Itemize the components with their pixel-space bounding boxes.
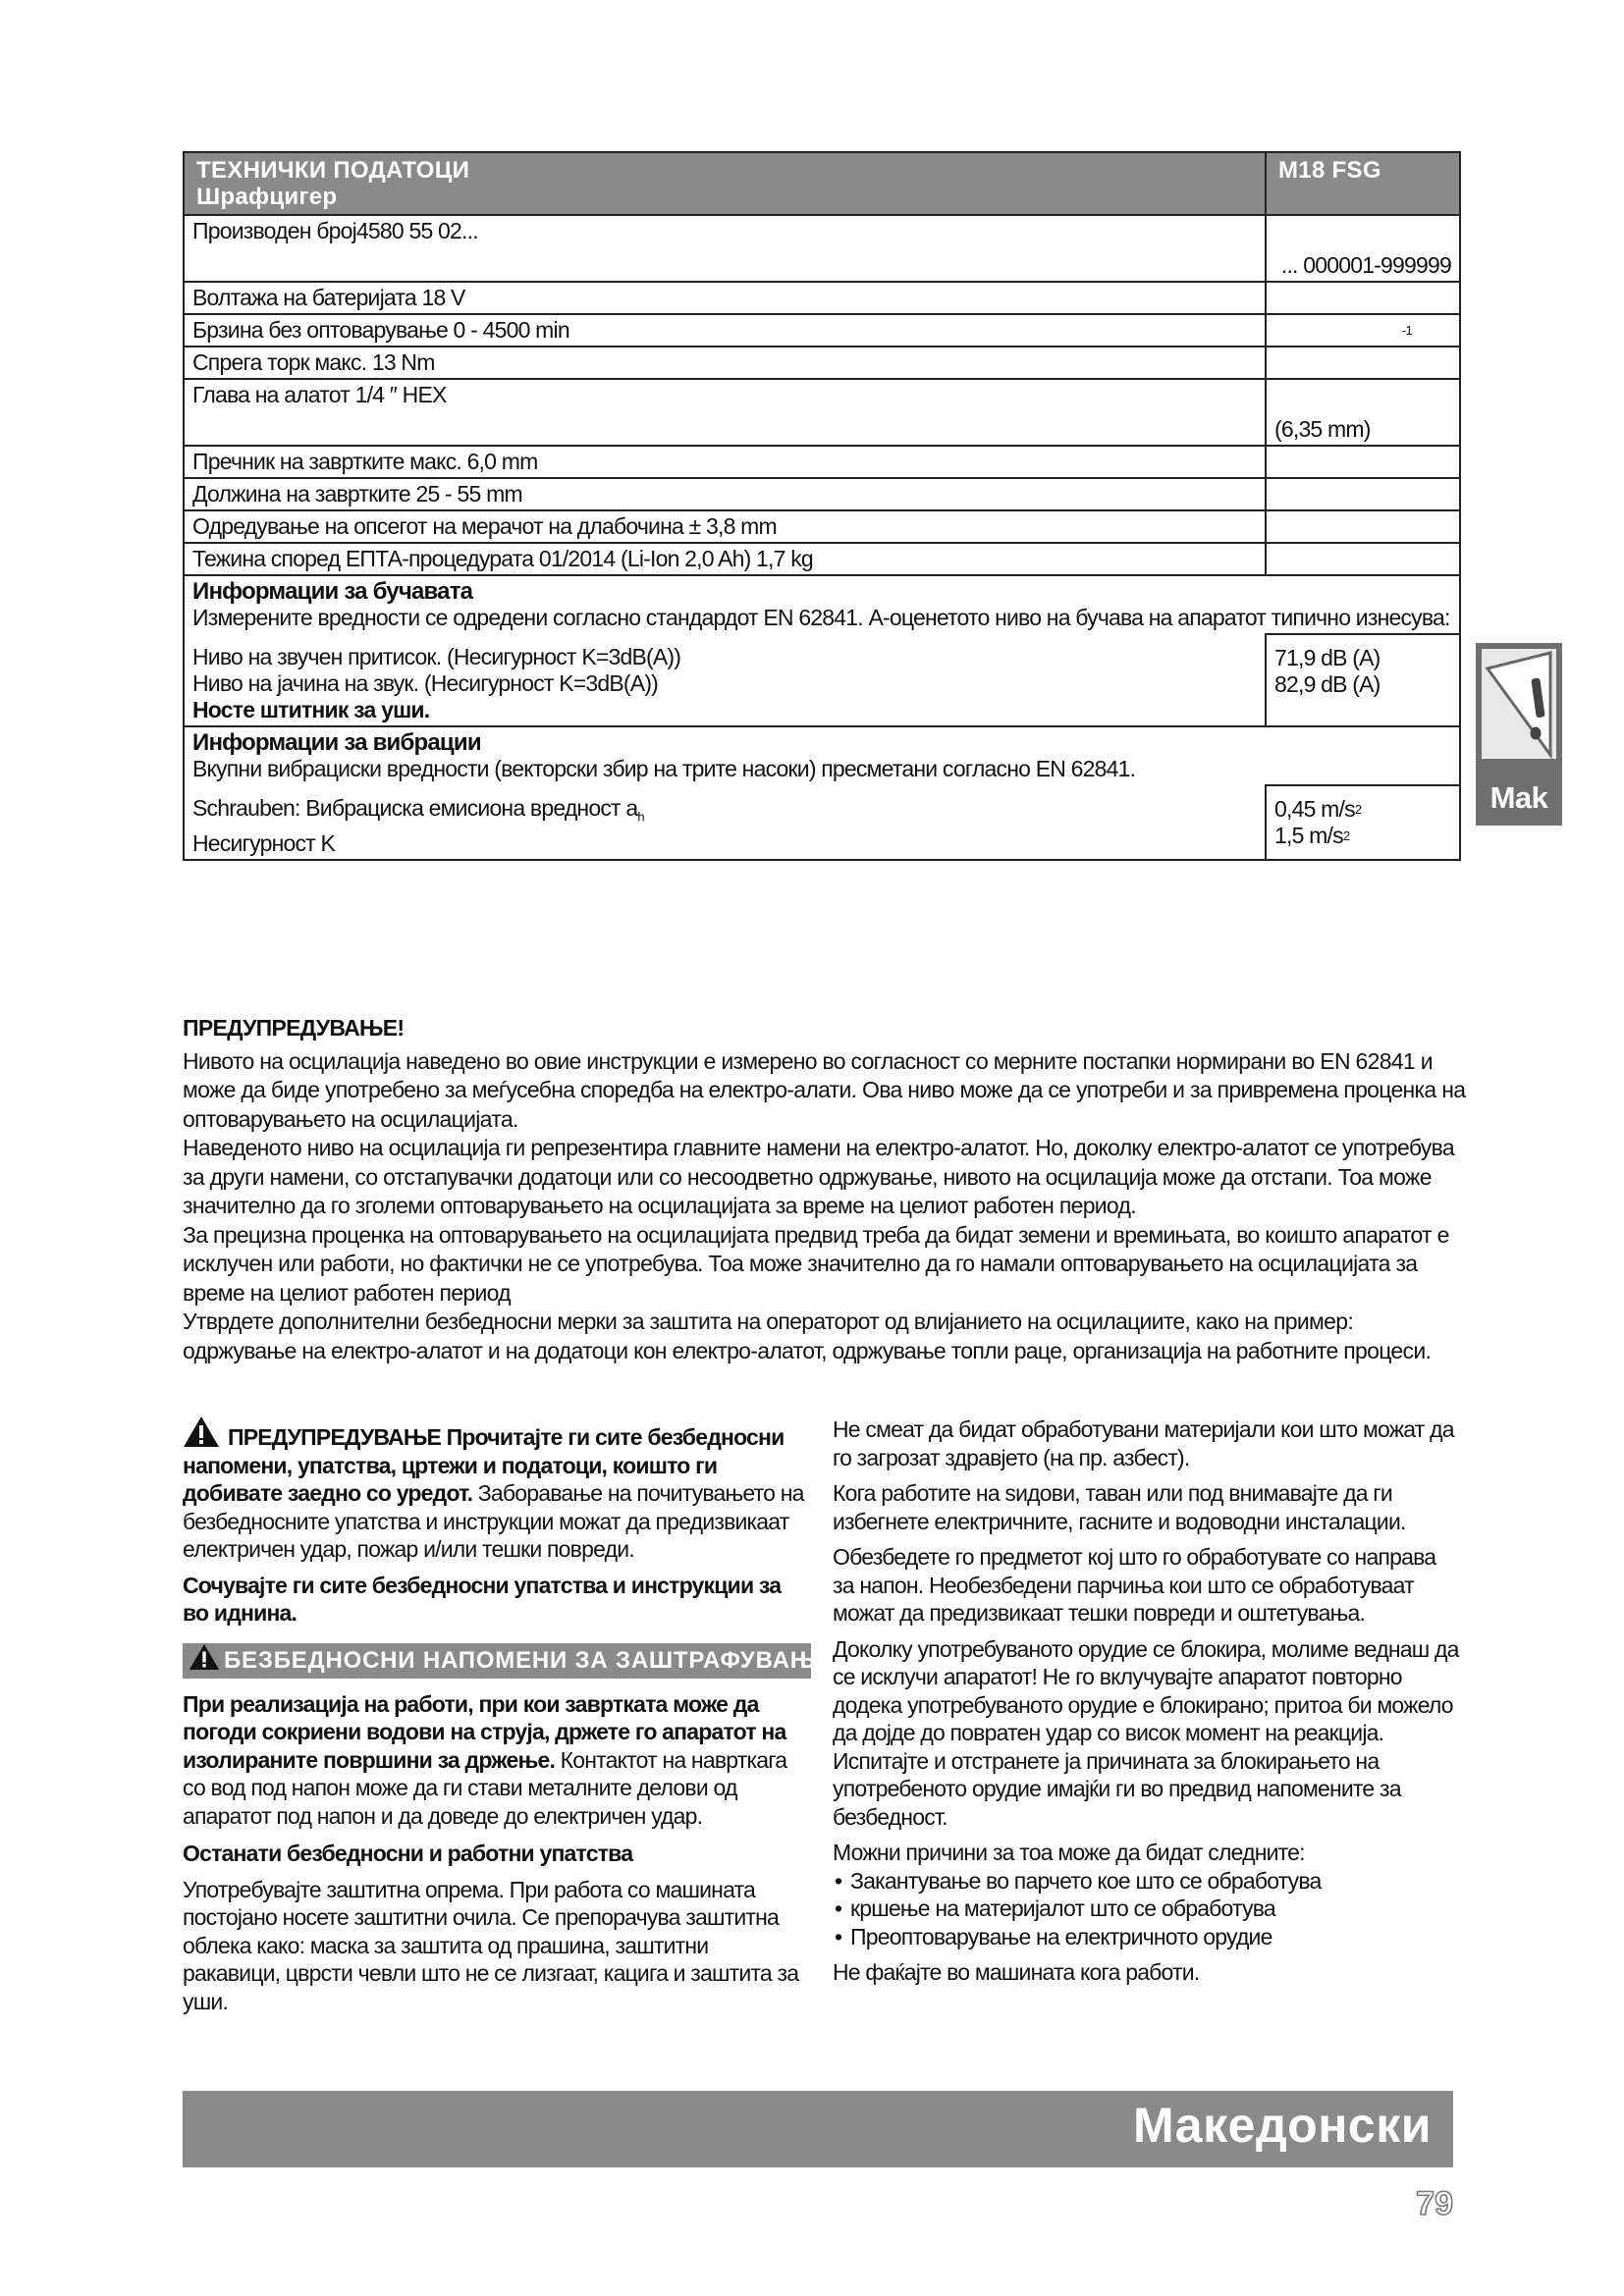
safety-banner-title: БЕЗБЕДНОСНИ НАПОМЕНИ ЗА ЗАШТРАФУВАЊЕ — [224, 1646, 833, 1674]
safety-banner — [183, 1643, 833, 1679]
vibration-emission-unit-sup: 2 — [1354, 802, 1362, 817]
vibration-warning-block — [183, 1014, 1469, 1365]
warning-triangle-icon — [1482, 649, 1556, 759]
list-item: • Преоптоварување на електричното орудие — [833, 1923, 1461, 1951]
right-paragraph: Кога работите на ѕидови, таван или под внимавајте да ги избегнете електричните, гасните и водоводни инсталации. — [833, 1480, 1406, 1534]
model-name: M18 FSG — [1266, 152, 1460, 215]
vibration-values-row — [184, 785, 1460, 860]
table-header — [184, 152, 1460, 215]
noise-title: Информации за бучавата — [192, 578, 473, 605]
warning-icon — [183, 1415, 220, 1448]
noise-power-value: 82,9 dB (A) — [1274, 671, 1380, 697]
table-subtitle: Шрафцигер — [196, 184, 338, 210]
row-value — [1266, 510, 1460, 543]
row-value — [1266, 543, 1460, 575]
row-value — [1266, 282, 1460, 314]
noise-section-row — [184, 575, 1460, 634]
hidden-wires-bold: При реализација на работи, при кои завртката може да погоди сокриени водови на струја, држете го апаратот на изолираните површини за држење. — [183, 1690, 786, 1773]
noise-pressure-value: 71,9 dB (A) — [1274, 645, 1380, 670]
row-label: Одредување на опсегот на мерачот на длабочина ± 3,8 mm — [184, 510, 1266, 543]
noise-values-row — [184, 634, 1460, 726]
general-warning-text: Заборавање на почитувањето на безбедносните упатства и инструкции можат да предизвикаат електричен удар, пожар и/или тешки повреди. — [183, 1480, 804, 1562]
warning-icon — [189, 1643, 220, 1671]
table-row — [184, 379, 1460, 446]
table-row — [184, 510, 1460, 543]
warning-paragraph: Наведеното ниво на осцилација ги репрезентира главните намени на електро-алатот. Но, доколку електро-алатот се употребува за други намени, со отстапувачки додатоци или со несоодветно одржување, нивото на осцилација може да отстапи. Тоа може значително да го зголеми оптоварувањето на осцилацијата за време на целиот работен период. — [183, 1135, 1454, 1218]
table-title: ТЕХНИЧКИ ПОДАТОЦИ — [196, 157, 470, 184]
list-item: • кршење на материјалот што се обработува — [833, 1895, 1461, 1923]
page-number: 79 — [1416, 2185, 1453, 2222]
row-label: Глава на алатот 1/4 ″ HEX — [184, 379, 1266, 446]
warning-paragraph: За прецизна проценка на оптоварувањето на осцилацијата предвид треба да бидат земени и времињата, во коишто апаратот е исклучен или работи, но фактички не се употребува. Тоа може значително да го намали оптоварувањето на осцилацијата за време на целиот работен период — [183, 1221, 1449, 1306]
general-warning-bold: ПРЕДУПРЕДУВАЊЕ Прочитајте ги сите безбедносни напомени, упатства, цртежи и податоци, коишто ги добивате заедно со уредот. — [183, 1424, 785, 1506]
right-paragraph: Доколку употребуваното орудие се блокира, молиме веднаш да се исклучи апаратот! Не го вклучувајте апаратот повторно додека употребуваното орудие е блокирано; притоа би можело да дојде до повратен удар со висок момент на реакција. Испитајте и отстранете ја причината за блокирањето на употребеното орудие имајќи ги во предвид напомените за безбедност. — [833, 1635, 1459, 1830]
side-tab-label: Mak — [1489, 780, 1548, 815]
row-value — [1266, 478, 1460, 510]
row-label: Спрега торк макс. 13 Nm — [184, 347, 1266, 379]
language-side-tab — [1476, 643, 1562, 826]
row-label: Пречник на завртките макс. 6,0 mm — [184, 446, 1266, 478]
table-row — [184, 478, 1460, 510]
keep-instructions-note: Сочувајте ги сите безбедносни упатства и инструкции за во иднина. — [183, 1572, 782, 1626]
right-paragraph: Обезбедете го предметот кој што го обработувате со направа за напон. Необезбедени парчиња кои што се обработуваат можат да предизвикаат тешки повреди и оштетувања. — [833, 1544, 1436, 1626]
table-row — [184, 314, 1460, 347]
technical-data-table — [183, 151, 1461, 861]
vibration-emission-subscript: h — [637, 809, 644, 825]
noise-intro: Измерените вредности се одредени согласно стандардот EN 62841. А-оценетото ниво на бучава на апаратот типично изнесува: — [192, 605, 1450, 630]
other-instructions-title: Останати безбедносни и работни упатства — [183, 1841, 633, 1866]
vibration-section-row — [184, 726, 1460, 785]
language-footer-bar — [183, 2091, 1453, 2167]
other-instructions-text: Употребувајте заштитна опрема. При работа со машината постојано носете заштитни очила. Се препорачува заштитна облека како: маска за заштита од прашина, заштитни ракавици, цврсти чевли што не се лизгаат, кацига и заштита за уши. — [183, 1876, 799, 2014]
vibration-intro: Вкупни вибрациски вредности (векторски збир на трите насоки) пресметани согласно EN 62841. — [192, 756, 1136, 781]
vibration-uncertainty-unit-sup: 2 — [1342, 828, 1350, 843]
row-label: Волтажа на батеријата 18 V — [184, 282, 1266, 314]
row-value: (6,35 mm) — [1266, 379, 1460, 446]
right-paragraph: Не фаќајте во машината кога работи. — [833, 1959, 1200, 1985]
ear-protection-note: Носте штитник за уши. — [192, 697, 430, 722]
vibration-emission-value: 0,45 m/s — [1274, 796, 1355, 822]
warning-paragraph: Утврдете дополнителни безбедносни мерки за заштита на операторот од влијанието на осцилациите, како на пример: одржување на електро-алатот и на додатоци кон електро-алатот, одржување топли раце, организација на работните процеси. — [183, 1308, 1432, 1363]
right-column — [833, 1415, 1461, 1995]
causes-intro: Можни причини за тоа може да бидат следните: — [833, 1840, 1305, 1865]
row-value: -1 — [1402, 323, 1412, 338]
vibration-title: Информации за вибрации — [192, 729, 481, 756]
row-value: ... 000001-999999 — [1266, 215, 1460, 282]
causes-list — [833, 1867, 1461, 1951]
row-label: Должина на завртките 25 - 55 mm — [184, 478, 1266, 510]
warning-heading: ПРЕДУПРЕДУВАЊЕ! — [183, 1015, 405, 1041]
table-row — [184, 347, 1460, 379]
row-label: Тежина според ЕПТА-процедурата 01/2014 (Li-Ion 2,0 Ah) 1,7 kg — [184, 543, 1266, 575]
noise-pressure-label: Ниво на звучен притисок. (Несигурност K=3dB(A)) — [192, 644, 681, 669]
table-row — [184, 215, 1460, 282]
vibration-emission-label: Schrauben: Вибрациска емисиона вредност a — [192, 795, 638, 821]
row-value — [1266, 446, 1460, 478]
warning-paragraph: Нивото на осцилација наведено во овие инструкции е измерено во согласност со мерните постапки нормирани во EN 62841 и може да биде употребено за меѓусебна споредба на електро-алати. Ова ниво може да се употреби и за привремена проценка на оптоварувањето на осцилацијата. — [183, 1047, 1466, 1132]
vibration-uncertainty-label: Несигурност K — [192, 829, 336, 856]
footer-language: Македонски — [1133, 2098, 1432, 2153]
row-value — [1266, 347, 1460, 379]
table-row — [184, 543, 1460, 575]
noise-power-label: Ниво на јачина на звук. (Несигурност K=3dB(A)) — [192, 670, 659, 696]
row-label: Брзина без оптоварување 0 - 4500 min — [184, 314, 1266, 347]
table-row — [184, 282, 1460, 314]
list-item: • Закантување во парчето кое што се обработува — [833, 1867, 1461, 1896]
table-row — [184, 446, 1460, 478]
row-label: Производен број4580 55 02... — [184, 215, 1266, 282]
hidden-wires-text: Контактот на наврткага со вод под напон може да ги стави металните делови од апаратот под напон и да доведе до електричен удар. — [183, 1746, 787, 1829]
left-column — [183, 1415, 833, 2023]
right-paragraph: Не смеат да бидат обработувани материјали кои што можат да го загрозат здравјето (на пр. азбест). — [833, 1416, 1454, 1470]
vibration-uncertainty-value: 1,5 m/s — [1274, 823, 1343, 848]
